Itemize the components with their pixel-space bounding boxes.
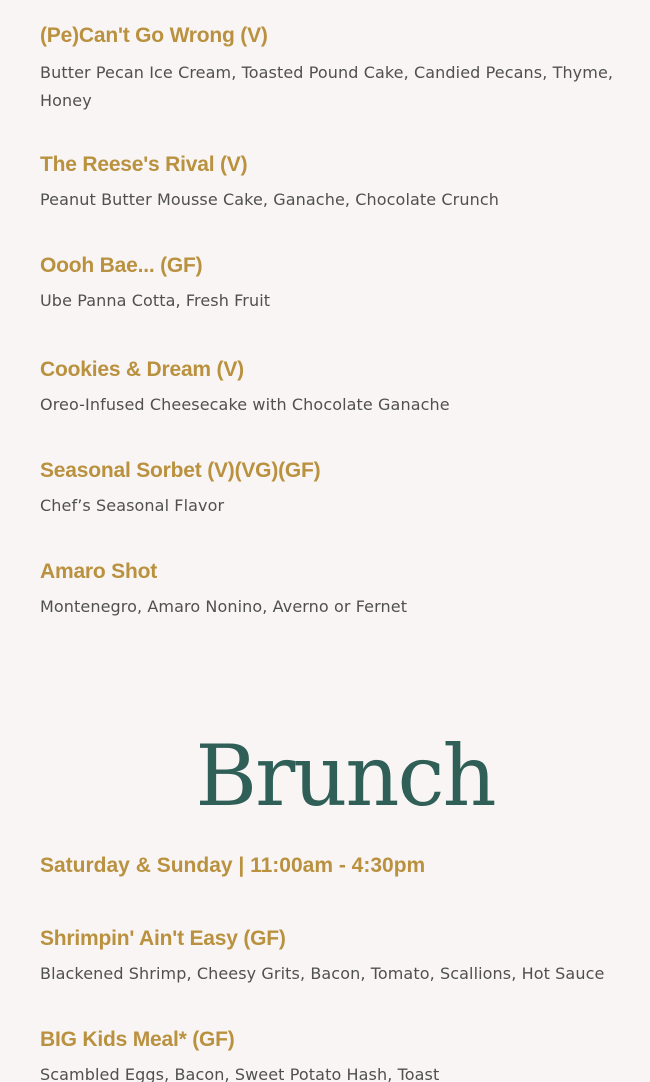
menu-item-big-kids-meal: [40, 1026, 620, 1082]
item-name: Oooh Bae... (GF): [40, 254, 203, 277]
item-description: Chef’s Seasonal Flavor: [40, 496, 225, 515]
item-description: Ube Panna Cotta, Fresh Fruit: [40, 291, 271, 310]
brunch-section-title: Brunch: [195, 727, 495, 825]
item-name: Shrimpin' Ain't Easy (GF): [40, 927, 286, 950]
item-name: The Reese's Rival (V): [40, 153, 248, 176]
menu-item-oooh-bae: [40, 252, 620, 315]
item-description: Butter Pecan Ice Cream, Toasted Pound Cake, Candied Pecans, Thyme, Honey: [40, 63, 614, 110]
item-description: Peanut Butter Mousse Cake, Ganache, Chocolate Crunch: [40, 190, 499, 209]
item-name: Seasonal Sorbet (V)(VG)(GF): [40, 459, 321, 482]
item-description: Oreo-Infused Cheesecake with Chocolate Ganache: [40, 395, 450, 414]
menu-item-pecan: [40, 22, 620, 115]
item-description: Montenegro, Amaro Nonino, Averno or Fernet: [40, 597, 408, 616]
brunch-hours: Saturday & Sunday | 11:00am - 4:30pm: [40, 854, 426, 877]
menu-item-reeses-rival: [40, 151, 620, 214]
item-name: Cookies & Dream (V): [40, 358, 244, 381]
item-description: Blackened Shrimp, Cheesy Grits, Bacon, Tomato, Scallions, Hot Sauce: [40, 964, 605, 983]
menu-item-seasonal-sorbet: [40, 457, 620, 520]
menu-item-cookies-dream: [40, 356, 620, 419]
menu-item-amaro-shot: [40, 558, 620, 621]
item-name: (Pe)Can't Go Wrong (V): [40, 24, 268, 47]
item-name: Amaro Shot: [40, 560, 158, 583]
item-description: Scambled Eggs, Bacon, Sweet Potato Hash, Toast: [40, 1065, 440, 1082]
menu-item-shrimpin: [40, 925, 620, 988]
item-name: BIG Kids Meal* (GF): [40, 1028, 235, 1051]
